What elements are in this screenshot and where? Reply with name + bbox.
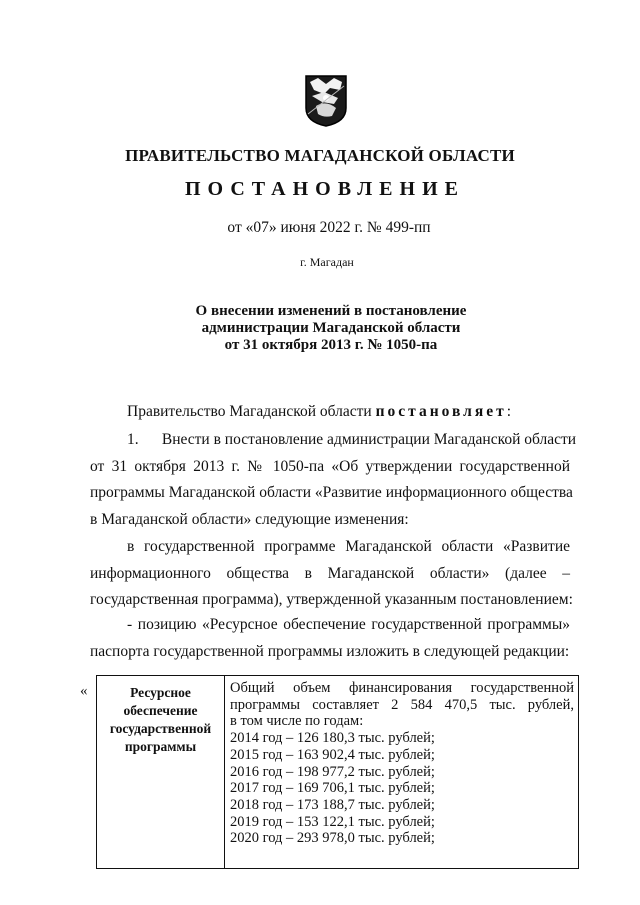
label-line: обеспечение xyxy=(123,703,198,718)
document-date-number: от «07» июня 2022 г. № 499-пп xyxy=(227,219,431,236)
resource-table xyxy=(96,675,579,869)
value-line: 2015 год – 163 902,4 тыс. рублей; xyxy=(230,746,435,763)
paragraph-line: 1. Внести в постановление администрации Магаданской области xyxy=(127,431,577,448)
paragraph-line: в государственной программе Магаданской области «Развитие xyxy=(127,538,570,555)
value-line: 2017 год – 169 706,1 тыс. рублей; xyxy=(230,780,435,797)
value-line: 2019 год – 153 122,1 тыс. рублей; xyxy=(230,813,435,830)
table-row xyxy=(97,676,579,869)
subject-line: от 31 октября 2013 г. № 1050-па xyxy=(224,337,438,353)
document-city: г. Магадан xyxy=(300,255,354,269)
value-line: 2018 год – 173 188,7 тыс. рублей; xyxy=(230,796,435,813)
label-line: программы xyxy=(124,739,197,754)
resource-label-cell xyxy=(97,676,225,869)
label-line: Ресурсное xyxy=(130,685,191,700)
paragraph-line: от 31 октября 2013 г. № 1050-па «Об утверждении государственной xyxy=(90,457,570,475)
paragraph-line: программы Магаданской области «Развитие информационного общества xyxy=(90,484,573,501)
paragraph-line: - позицию «Ресурсное обеспечение государственной программы» xyxy=(127,616,570,633)
label-line: государственной xyxy=(109,721,212,736)
subject-line: О внесении изменений в постановление xyxy=(195,303,467,319)
paragraph-line: государственная программа), утвержденной указанным постановлением: xyxy=(90,591,573,608)
document-subject xyxy=(0,303,640,354)
item-2-paragraph xyxy=(90,534,573,614)
paragraph-line: информационного общества в Магаданской области» (далее – xyxy=(90,564,570,582)
value-line: 2014 год – 126 180,3 тыс. рублей; xyxy=(230,730,435,747)
item-3-paragraph xyxy=(90,612,570,665)
value-line: 2016 год – 198 977,2 тыс. рублей; xyxy=(230,763,435,780)
document-type: ПОСТАНОВЛЕНИЕ xyxy=(185,178,465,200)
subject-line: администрации Магаданской области xyxy=(201,320,461,336)
preamble xyxy=(90,399,570,426)
opening-quote: « xyxy=(80,683,88,699)
resource-value-cell xyxy=(225,676,579,869)
preamble-start: Правительство Магаданской области xyxy=(127,403,372,420)
value-line: 2020 год – 293 978,0 тыс. рублей; xyxy=(230,830,435,847)
paragraph-line: паспорта государственной программы изложить в следующей редакции: xyxy=(90,642,570,660)
paragraph-line: в Магаданской области» следующие изменения: xyxy=(90,510,409,528)
preamble-end: : xyxy=(506,403,512,420)
value-line: в том числе по годам: xyxy=(230,713,364,730)
item-1-paragraph xyxy=(90,427,577,533)
value-line: Общий объем финансирования государственной xyxy=(230,680,574,696)
government-name: ПРАВИТЕЛЬСТВО МАГАДАНСКОЙ ОБЛАСТИ xyxy=(125,146,515,165)
preamble-keyword: постановляет xyxy=(375,403,507,420)
magadan-coat-of-arms-icon xyxy=(304,74,348,128)
value-line: программы составляет 2 584 470,5 тыс. рублей, xyxy=(230,696,574,713)
